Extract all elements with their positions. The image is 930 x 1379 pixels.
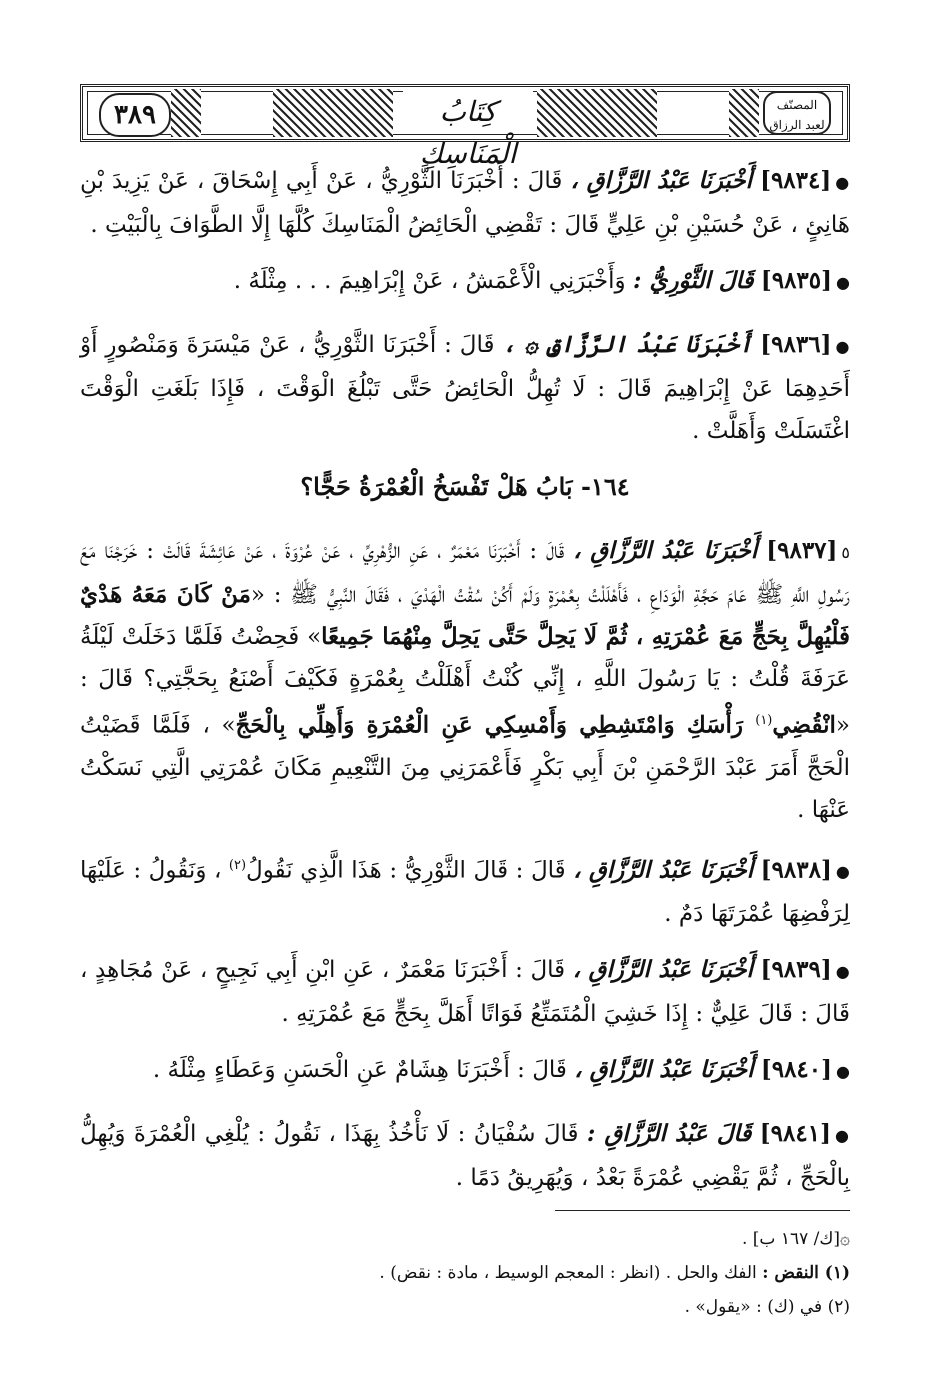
entry-text: قَالَ : أَخْبَرَنَا هِشَامٌ عَنِ الْحَسَنِ وَعَطَاءٍ مِثْلَهُ . xyxy=(152,1057,575,1084)
header-ornament-center-left xyxy=(273,89,393,137)
chapter-heading: ١٦٤- بَابُ هَلْ تَفْسَخُ الْعُمْرَةُ حَجًّا؟ xyxy=(300,472,630,501)
entry-source: أَخْبَرَنَا عَبْدُ الرَّزَّاقِ ۞ ، xyxy=(502,331,753,358)
prophetic-quote: رَأْسَكِ وَامْتَشِطِي وَأَمْسِكِي عَنِ الْعُمْرَةِ وَأَهِلِّي بِالْحَجِّ xyxy=(235,711,756,739)
header-ornament-left xyxy=(171,89,201,137)
footnote-ref[interactable]: (١) xyxy=(755,713,773,728)
entry-text: » ، فَلَمَّا قَضَيْتُ الْحَجَّ أَمَرَ عَبْدَ الرَّحْمَنِ بْنَ أَبِي بَكْرٍ فَأَعْمَرَنِي مِنَ التَّنْعِيمِ مَكَانَ عُمْرَتِي الَّتِي نَسَكْتُ عَنْهَا . xyxy=(80,712,850,823)
folio-note: ۞[ك/ ١٦٧ ب] . xyxy=(741,1229,850,1249)
entry-bullet: ● xyxy=(835,337,851,356)
entry-text: وَأَخْبَرَنِي الْأَعْمَشُ ، عَنْ إِبْرَاهِيمَ . . . مِثْلَهُ . xyxy=(233,268,633,294)
footnote-1 xyxy=(80,1256,850,1290)
entry-number: [٩٨٣٥] xyxy=(760,267,833,294)
entry-text: » فَحِضْتُ فَلَمَّا دَخَلَتْ لَيْلَةُ عَرَفَةَ قُلْتُ : يَا رَسُولَ اللَّهِ ، إِنِّي كُنْتُ أَهْلَلْتُ بِعُمْرَةٍ فَكَيْفَ أَصْنَعُ بِحَجَّتِي؟ قَالَ : « xyxy=(80,624,850,739)
hadith-entry xyxy=(80,845,850,936)
hadith-entry xyxy=(80,949,850,1035)
entry-source: أَخْبَرَنَا عَبْدُ الرَّزَّاقِ ، xyxy=(573,537,758,564)
footnote-ref[interactable]: (٢) xyxy=(228,857,247,873)
entry-text: قَالَ : أَخْبَرَنَا مَعْمَرٌ ، عَنِ ابْنِ أَبِي نَجِيحٍ ، عَنْ مُجَاهِدٍ ، قَالَ : قَالَ عَلِيٌّ : إِذَا خَشِيَ الْمُتَمَتِّعُ فَوَاتًا أَهَلَّ بِحَجٍّ مَعَ عُمْرَتِهِ . xyxy=(80,957,850,1028)
entry-source: قَالَ عَبْدُ الرَّزَّاقِ : xyxy=(586,1120,752,1148)
entry-text: قَالَ : قَالَ الثَّوْرِيُّ : هَذَا الَّذِي نَقُولُ xyxy=(246,857,574,884)
entry-bullet: ٥ xyxy=(841,543,851,562)
book-title: كِتَابُ الْمَنَاسِكِ xyxy=(403,91,533,133)
prophetic-quote: مَنْ كَانَ مَعَهُ هَدْيٌ فَلْيُهِلَّ بِحَجٍّ مَعَ عُمْرَتِهِ ، ثُمَّ لَا يَحِلَّ حَتَّى يَحِلَّ مِنْهُمَا جَمِيعًا xyxy=(80,581,850,650)
entry-source: أَخْبَرَنَا عَبْدُ الرَّزَّاقِ ، xyxy=(572,956,753,984)
hadith-entry xyxy=(80,260,850,304)
footnote-divider xyxy=(555,1210,850,1211)
hadith-entry xyxy=(80,324,850,452)
entry-number: [٩٨٣٧] xyxy=(766,537,838,564)
entry-number: [٩٨٤٠] xyxy=(760,1056,833,1084)
header-ornament-center-right xyxy=(537,89,657,137)
entry-number: [٩٨٣٤] xyxy=(760,167,832,194)
entry-text: قَالَ : أَخْبَرَنَا الثَّوْرِيُّ ، عَنْ أَبِي إِسْحَاقَ ، عَنْ يَزِيدَ بْنِ هَانِئٍ ، عَنْ حُسَيْنِ بْنِ عَلِيٍّ قَالَ : تَقْضِي الْحَائِضُ الْمَنَاسِكَ كُلَّهَا إِلَّا الطَّوَافَ بِالْبَيْتِ . xyxy=(80,168,850,238)
entry-number: [٩٨٣٨] xyxy=(760,856,832,884)
hadith-entry xyxy=(80,1049,850,1093)
prophetic-quote: انْقُضِي xyxy=(772,711,836,739)
footnote-1-label: (١) النقض : xyxy=(762,1263,850,1283)
entry-source: قَالَ الثَّوْرِيُّ : xyxy=(632,267,754,294)
entry-bullet: ● xyxy=(836,273,850,292)
hadith-entry xyxy=(80,1113,850,1199)
page-number: ٣٨٩ xyxy=(99,93,171,137)
page-header xyxy=(80,84,850,170)
hadith-entry xyxy=(80,530,850,831)
footnotes xyxy=(80,1222,850,1324)
series-logo-line2: لعبد الرزاق xyxy=(769,118,825,132)
entry-number: [٩٨٤١] xyxy=(759,1120,831,1148)
entry-text: ، وَنَقُولُ : عَلَيْهَا لِرَفْضِهَا عُمْرَتَهَا دَمٌ . xyxy=(80,857,850,928)
entry-bullet: ● xyxy=(835,962,851,982)
entry-bullet: ● xyxy=(836,1062,850,1082)
series-logo xyxy=(763,91,831,135)
entry-source: أَخْبَرَنَا عَبْدُ الرَّزَّاقِ ، xyxy=(574,1056,754,1084)
series-logo-line1: المصنّف xyxy=(776,98,818,112)
footnote-2: (٢) في (ك) : «يقول» . xyxy=(684,1297,850,1317)
hadith-entry xyxy=(80,160,850,246)
entry-text: قَالَ : أَخْبَرَنَا مَعْمَرٌ ، عَنِ الزُّهْرِيِّ ، عَنْ عُرْوَةَ ، عَنْ عَائِشَةَ قَالَتْ : خَرَجْنَا مَعَ رَسُولِ اللَّهِ ﷺ عَامَ حَجَّةِ الْوَدَاعِ ، فَأَهْلَلْتُ بِعُمْرَةٍ وَلَمْ أَكُنْ سُقْتُ الْهَدْيَ ، فَقَالَ النَّبِيُّ ﷺ : « xyxy=(80,538,850,608)
entry-source: أَخْبَرَنَا عَبْدُ الرَّزَّاقِ ، xyxy=(570,167,752,194)
main-text xyxy=(80,160,850,1213)
header-ornament-right xyxy=(729,89,759,137)
footnote-1-text: الفك والحل . (انظر : المعجم الوسيط ، مادة : نقض) . xyxy=(379,1263,763,1283)
entry-number: [٩٨٣٦] xyxy=(760,331,832,358)
entry-number: [٩٨٣٩] xyxy=(760,956,832,984)
entry-source: أَخْبَرَنَا عَبْدُ الرَّزَّاقِ ، xyxy=(573,856,754,884)
entry-bullet: ● xyxy=(835,862,851,882)
entry-bullet: ● xyxy=(835,173,850,192)
entry-bullet: ● xyxy=(834,1126,850,1146)
entry-text: قَالَ : أَخْبَرَنَا الثَّوْرِيُّ ، عَنْ مَيْسَرَةَ وَمَنْصُورٍ أَوْ أَحَدِهِمَا عَنْ إِبْرَاهِيمَ قَالَ : لَا تُهِلُّ الْحَائِضُ حَتَّى تَبْلُغَ الْوَقْتَ ، فَإِذَا بَلَغَتِ الْوَقْتَ اغْتَسَلَتْ وَأَهَلَّتْ . xyxy=(80,332,850,444)
entry-text: قَالَ سُفْيَانُ : لَا نَأْخُذُ بِهَذَا ، نَقُولُ : يُلْغِي الْعُمْرَةَ وَيُهِلُّ بِالْحَجِّ ، ثُمَّ يَقْضِي عُمْرَةً بَعْدُ ، وَيُهَرِيقُ دَمًا . xyxy=(80,1121,850,1192)
